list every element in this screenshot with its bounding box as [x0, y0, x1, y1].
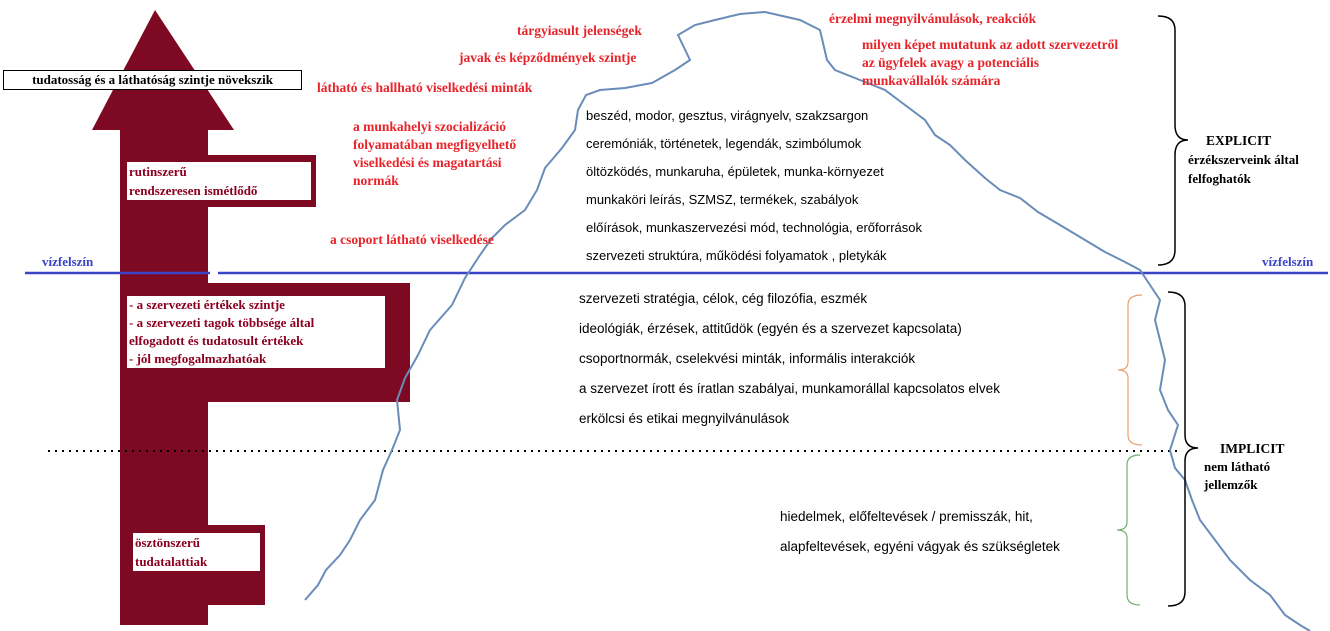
list-item: a szervezet írott és íratlan szabályai, munkamorállal kapcsolatos elvek: [579, 381, 1000, 396]
level-middle-line: - jól megfogalmazhatóak: [129, 351, 267, 366]
list-item: csoportnormák, cselekvési minták, informális interakciók: [579, 351, 916, 366]
implicit-brace: [1168, 292, 1198, 606]
list-item: szervezeti struktúra, működési folyamatok , pletykák: [586, 248, 887, 263]
implicit-label: [1200, 440, 1285, 494]
level-middle-line: elfogadott és tudatosult értékek: [129, 333, 304, 348]
kep-line: munkavállalók számára: [862, 73, 1001, 88]
level-top-line: rendszeresen ismétlődő: [129, 183, 258, 198]
level-middle-line: - a szervezeti tagok többsége által: [129, 315, 315, 330]
level-top-line: rutinszerű: [129, 164, 187, 179]
list-item: erkölcsi és etikai megnyilvánulások: [579, 411, 790, 426]
level-middle-text: [127, 296, 385, 368]
level-bottom-text: [133, 533, 260, 571]
kep-line: az ügyfelek avagy a potenciális: [862, 55, 1039, 70]
label-lathato: látható és hallható viselkedési minták: [317, 80, 533, 95]
label-javak: javak és képződmények szintje: [459, 50, 637, 65]
explicit-desc: érzékszerveink által: [1188, 152, 1299, 167]
list-item: előírások, munkaszervezési mód, technológia, erőforrások: [586, 220, 922, 235]
szocializacio-line: viselkedési és magatartási: [353, 155, 502, 170]
explicit-title: EXPLICIT: [1206, 133, 1272, 148]
implicit-desc: nem látható: [1204, 459, 1271, 474]
list-item: hiedelmek, előfeltevések / premisszák, hit,: [780, 509, 1033, 524]
orange-brace: [1118, 295, 1142, 445]
list-item: ceremóniák, történetek, legendák, szimbólumok: [586, 136, 862, 151]
list-item: alapfeltevések, egyéni vágyak és szükségletek: [780, 539, 1060, 554]
label-kep: [862, 36, 1118, 90]
surface-label-left: vízfelszín: [42, 254, 94, 269]
level-middle-line: - a szervezeti értékek szintje: [129, 297, 285, 312]
arrow-label: tudatosság és a láthatóság szintje növekszik: [3, 70, 302, 90]
explicit-label: [1188, 131, 1299, 188]
above-surface-list: [586, 102, 922, 270]
level-bottom-line: ösztönszerű: [135, 535, 200, 550]
implicit-title: IMPLICIT: [1220, 441, 1285, 456]
label-targyiasult: tárgyiasult jelenségek: [517, 23, 642, 38]
szocializacio-line: folyamatában megfigyelhető: [353, 137, 517, 152]
kep-line: milyen képet mutatunk az adott szervezetről: [862, 37, 1119, 52]
level-bottom-line: tudatalattiak: [135, 554, 208, 569]
list-item: öltözködés, munkaruha, épületek, munka-környezet: [586, 164, 884, 179]
deep-list: [780, 502, 1060, 562]
explicit-brace: [1158, 16, 1188, 265]
label-csoport: a csoport látható viselkedése: [330, 232, 494, 247]
level-top-text: [127, 162, 311, 200]
below-surface-list: [579, 284, 1000, 434]
list-item: munkaköri leírás, SZMSZ, termékek, szabályok: [586, 192, 859, 207]
szocializacio-line: a munkahelyi szocializáció: [353, 119, 506, 134]
list-item: szervezeti stratégia, célok, cég filozófia, eszmék: [579, 291, 868, 306]
szocializacio-line: normák: [353, 173, 399, 188]
surface-label-right: vízfelszín: [1262, 254, 1314, 269]
implicit-desc: jellemzők: [1204, 477, 1258, 492]
list-item: ideológiák, érzések, attitűdök (egyén és a szervezet kapcsolata): [579, 321, 962, 336]
label-szocializacio: [353, 118, 516, 190]
list-item: beszéd, modor, gesztus, virágnyelv, szakzsargon: [586, 108, 869, 123]
green-brace: [1117, 455, 1140, 605]
explicit-desc: felfoghatók: [1188, 171, 1251, 186]
label-erzelmi: érzelmi megnyilvánulások, reakciók: [829, 11, 1037, 26]
